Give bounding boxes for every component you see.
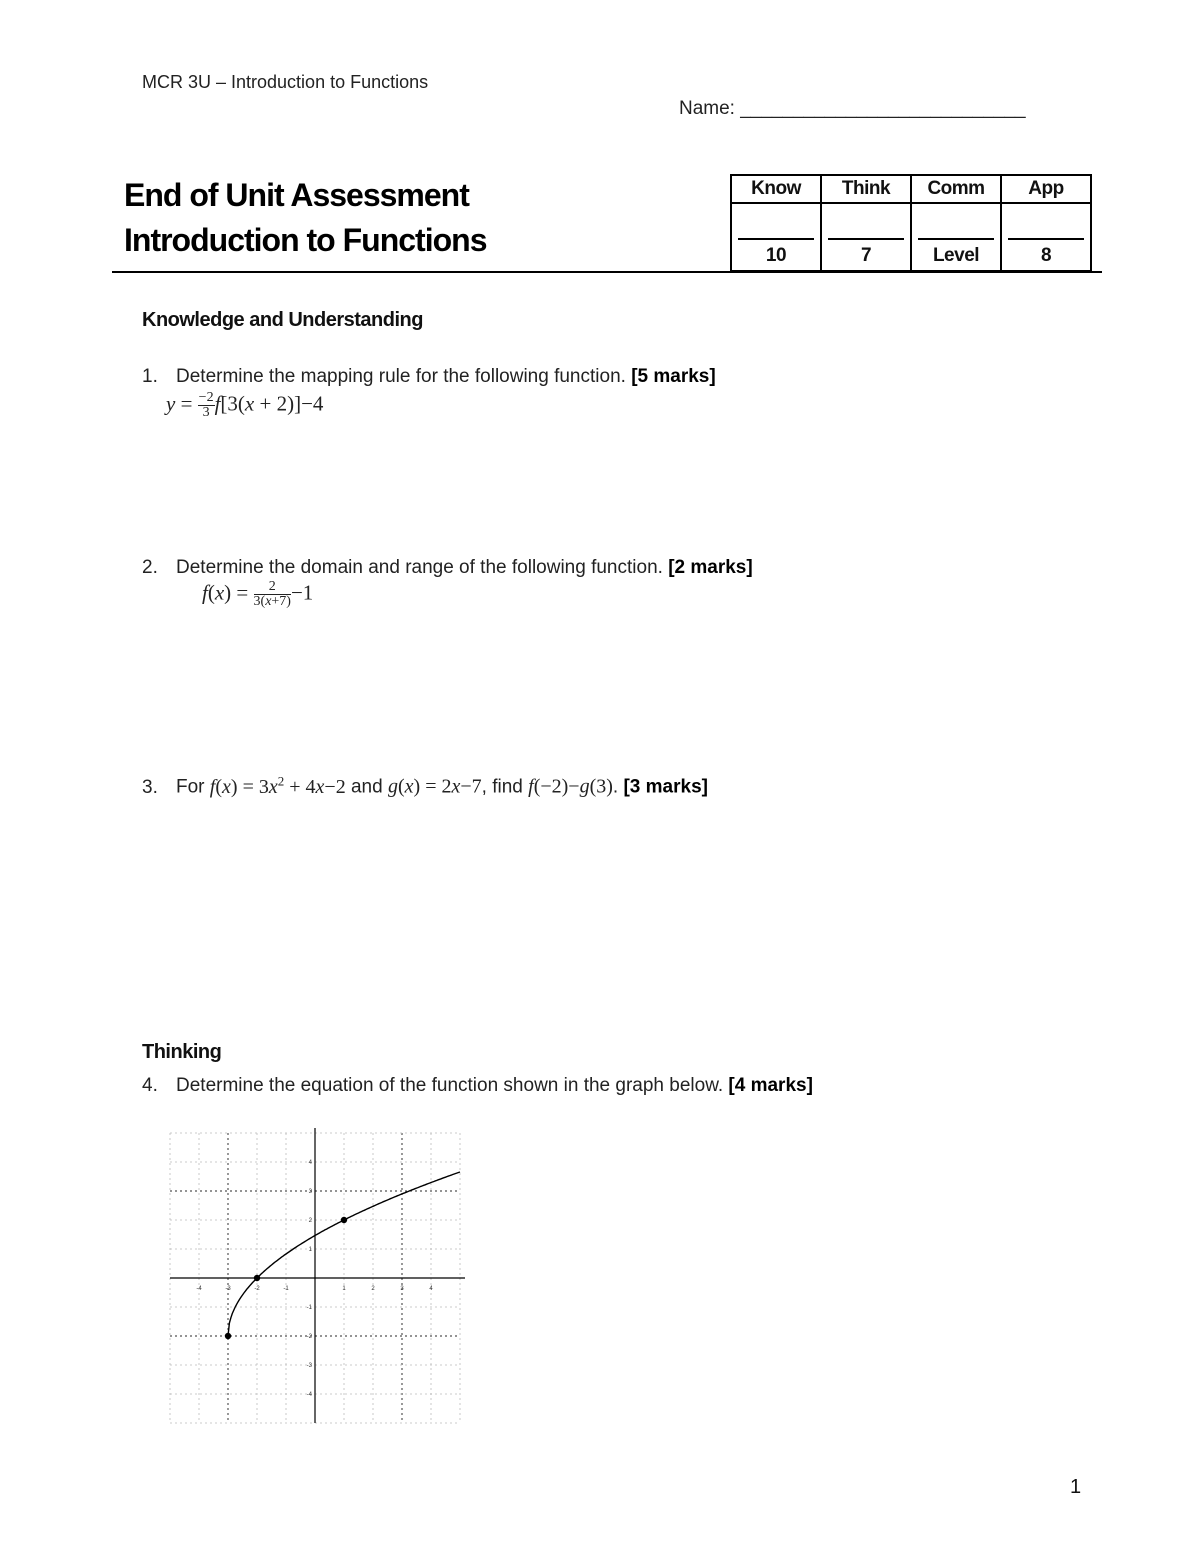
x-tick-label: 1: [342, 1286, 346, 1292]
data-point: [225, 1333, 231, 1339]
marks-badge: [5 marks]: [631, 366, 716, 387]
question-number: 3.: [142, 776, 158, 798]
question-3: [142, 773, 708, 799]
y-tick-label: 3: [308, 1189, 312, 1195]
graph-axes: [170, 1128, 465, 1423]
page-subtitle: Introduction to Functions: [124, 222, 487, 258]
page-title: End of Unit Assessment: [124, 177, 469, 213]
score-blank-comm[interactable]: [911, 203, 1001, 242]
score-outof-comm: Level: [911, 242, 1001, 271]
question-text: Determine the equation of the function shown in the graph below.: [176, 1075, 724, 1096]
score-outof-app: 8: [1001, 242, 1091, 271]
score-blank-think[interactable]: [821, 203, 911, 242]
y-tick-label: 2: [308, 1218, 312, 1224]
score-header-comm: Comm: [911, 175, 1001, 203]
marks-badge: [3 marks]: [623, 776, 708, 798]
question-number: 4.: [142, 1075, 158, 1096]
question-2: [142, 557, 753, 579]
question-text: Determine the domain and range of the following function.: [176, 557, 663, 578]
question-text-b: and: [350, 776, 383, 798]
equation-f: $f(x) = 3x^2 + 4x-2$: [209, 773, 346, 798]
score-blank-app[interactable]: [1001, 203, 1091, 242]
score-header-know: Know: [731, 175, 821, 203]
question-text: Determine the mapping rule for the following function.: [176, 366, 626, 387]
marks-badge: [4 marks]: [728, 1075, 813, 1096]
score-table: [730, 174, 1092, 272]
x-tick-label: 2: [371, 1286, 375, 1292]
question-text-d: .: [612, 776, 619, 798]
x-tick-label: -1: [283, 1286, 289, 1292]
y-tick-label: -1: [306, 1305, 312, 1311]
question-4: [142, 1075, 813, 1097]
equation-find: f(−2)−g(3): [528, 775, 613, 798]
name-field[interactable]: Name: ___________________________: [679, 98, 1026, 119]
score-blank-know[interactable]: [731, 203, 821, 242]
x-tick-label: -4: [196, 1286, 202, 1292]
x-tick-label: -3: [225, 1286, 231, 1292]
section-knowledge: Knowledge and Understanding: [142, 309, 423, 331]
data-point: [341, 1217, 347, 1223]
score-header-think: Think: [821, 175, 911, 203]
question-1: [142, 366, 716, 388]
equation-1: y = $\frac{-2}{3}$ f[3(x + 2)]−4: [166, 390, 324, 420]
y-tick-label: -3: [306, 1363, 312, 1369]
question-text-c: , find: [481, 776, 523, 798]
y-tick-label: 1: [308, 1247, 312, 1253]
y-tick-label: -2: [306, 1334, 312, 1340]
score-header-app: App: [1001, 175, 1091, 203]
section-thinking: Thinking: [142, 1041, 222, 1063]
course-header: MCR 3U – Introduction to Functions: [142, 72, 429, 92]
data-point: [254, 1275, 260, 1281]
equation-2: f(x) = $\frac{2}{3(x+7)}$ −1: [202, 579, 314, 609]
equation-g: g(x) = 2x−7: [387, 775, 482, 798]
page-number: 1: [1070, 1476, 1082, 1498]
score-outof-know: 10: [731, 242, 821, 271]
x-tick-label: 3: [400, 1286, 404, 1292]
y-tick-label: -4: [306, 1392, 312, 1398]
marks-badge: [2 marks]: [668, 557, 753, 578]
question-number: 1.: [142, 366, 158, 387]
question-text-a: For: [176, 776, 205, 798]
function-graph: [140, 1128, 500, 1428]
question-number: 2.: [142, 557, 158, 578]
y-tick-label: 4: [308, 1160, 312, 1166]
x-tick-label: -2: [254, 1286, 260, 1292]
x-tick-label: 4: [429, 1286, 433, 1292]
score-outof-think: 7: [821, 242, 911, 271]
